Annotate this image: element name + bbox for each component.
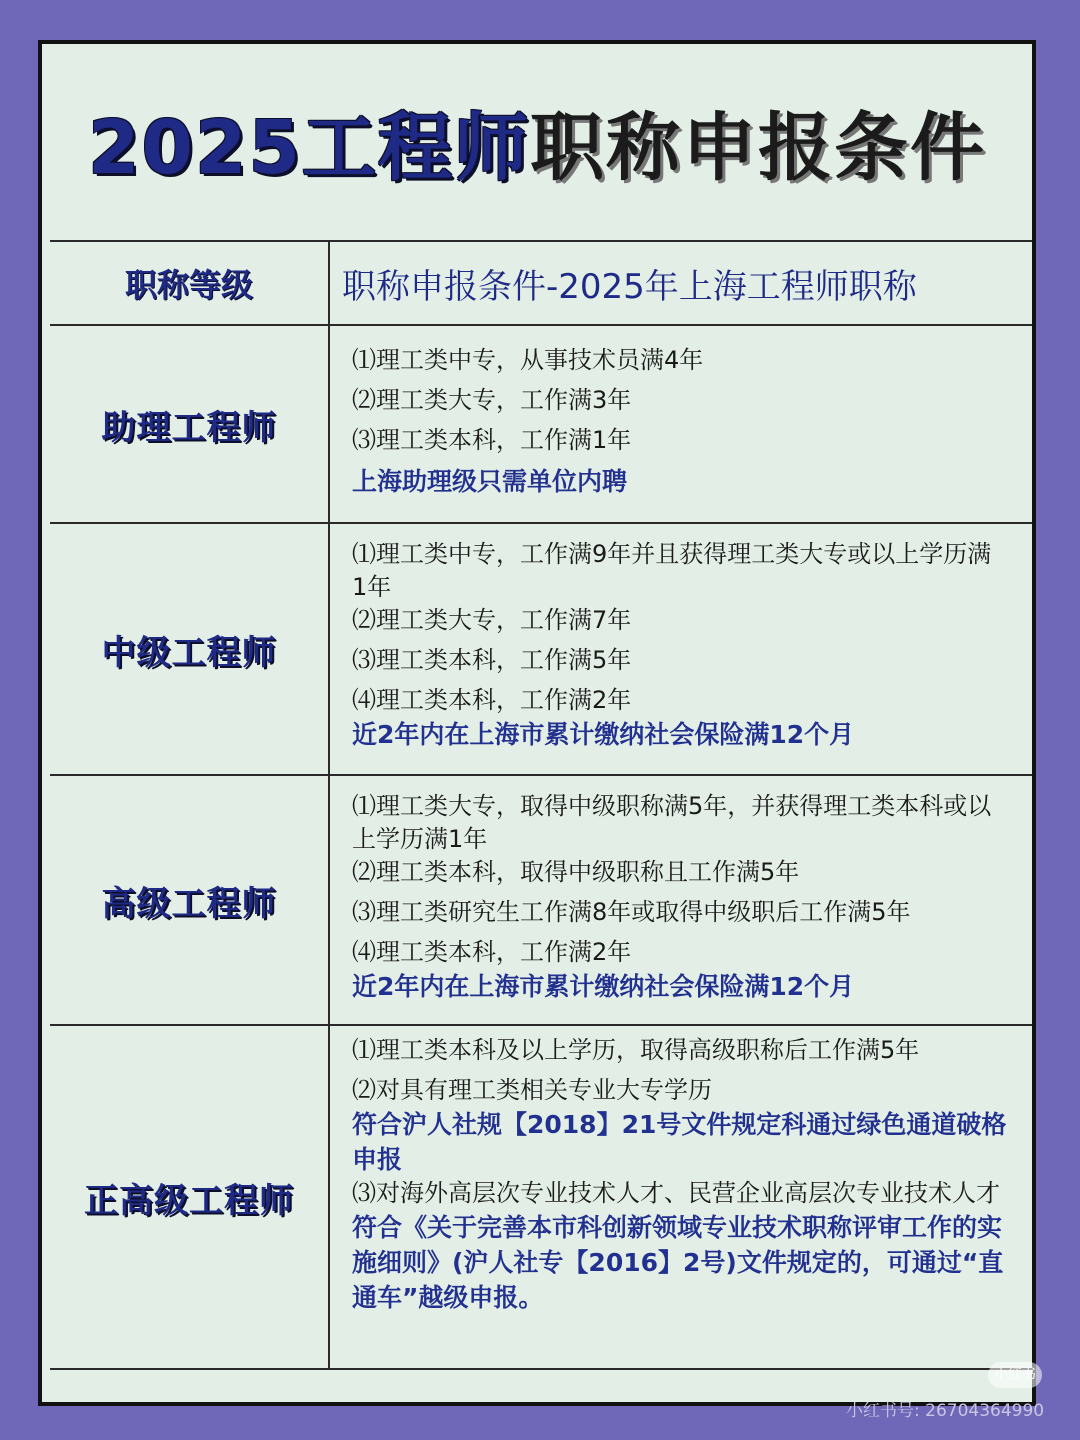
table-row [50, 774, 1032, 1024]
condition-note: 符合沪人社规【2018】21号文件规定科通过绿色通道破格申报 [352, 1110, 1007, 1174]
condition-item: ⑶理工类本科，工作满5年 [352, 646, 632, 674]
app-logo-badge: 小红书 [988, 1362, 1042, 1388]
table-row [50, 324, 1032, 522]
condition-note: 上海助理级只需单位内聘 [352, 467, 628, 496]
title-part-year: 2025工程师 [88, 105, 530, 191]
condition-item: ⑴理工类中专，工作满9年并且获得理工类大专或以上学历满1年 [352, 540, 992, 601]
level-label: 正高级工程师 [84, 1180, 294, 1221]
conditions-cell [330, 1026, 1032, 1368]
header-text: 职称申报条件-2025年上海工程师职称 [342, 266, 917, 307]
table-header-row [50, 240, 1032, 324]
header-label: 职称等级 [124, 266, 253, 304]
level-label: 助理工程师 [101, 407, 277, 448]
watermark: 小红书号: 26704364990 [846, 1401, 1045, 1421]
conditions-cell [330, 776, 1032, 1024]
condition-item: ⑷理工类本科，工作满2年 [352, 686, 632, 714]
condition-note: 符合《关于完善本市科创新领域专业技术职称评审工作的实施细则》(沪人社专【2016】2号)文件规定的，可通过“直通车”越级申报。 [352, 1213, 1004, 1312]
condition-item: ⑵理工类大专，工作满3年 [352, 386, 632, 414]
title-area [42, 44, 1032, 240]
condition-item: ⑴理工类大专，取得中级职称满5年，并获得理工类本科或以上学历满1年 [352, 792, 992, 853]
condition-item: ⑷理工类本科，工作满2年 [352, 938, 632, 966]
condition-item: ⑶理工类研究生工作满8年或取得中级职后工作满5年 [352, 898, 911, 926]
condition-note: 近2年内在上海市累计缴纳社会保险满12个月 [352, 720, 855, 749]
table-row [50, 522, 1032, 774]
level-cell [50, 1026, 330, 1368]
conditions-cell [330, 326, 1032, 522]
conditions-table [50, 240, 1032, 1370]
condition-item: ⑴理工类本科及以上学历，取得高级职称后工作满5年 [352, 1036, 920, 1064]
header-label-cell [50, 242, 330, 324]
level-cell [50, 524, 330, 774]
title-part-subject: 职称申报条件 [529, 105, 986, 191]
level-label: 高级工程师 [101, 883, 277, 924]
table-row [50, 1024, 1032, 1370]
condition-item: ⑵理工类大专，工作满7年 [352, 606, 632, 634]
condition-item: ⑵理工类本科，取得中级职称且工作满5年 [352, 858, 800, 886]
condition-item: ⑶对海外高层次专业技术人才、民营企业高层次专业技术人才 [352, 1179, 1000, 1207]
condition-note: 近2年内在上海市累计缴纳社会保险满12个月 [352, 972, 855, 1001]
condition-item: ⑵对具有理工类相关专业大专学历 [352, 1076, 712, 1104]
header-text-cell [330, 242, 1032, 324]
document-card [38, 40, 1036, 1406]
page-title [88, 89, 986, 195]
level-label: 中级工程师 [101, 632, 277, 673]
level-cell [50, 776, 330, 1024]
condition-item: ⑶理工类本科，工作满1年 [352, 426, 632, 454]
condition-item: ⑴理工类中专，从事技术员满4年 [352, 346, 704, 374]
conditions-cell [330, 524, 1032, 774]
level-cell [50, 326, 330, 522]
